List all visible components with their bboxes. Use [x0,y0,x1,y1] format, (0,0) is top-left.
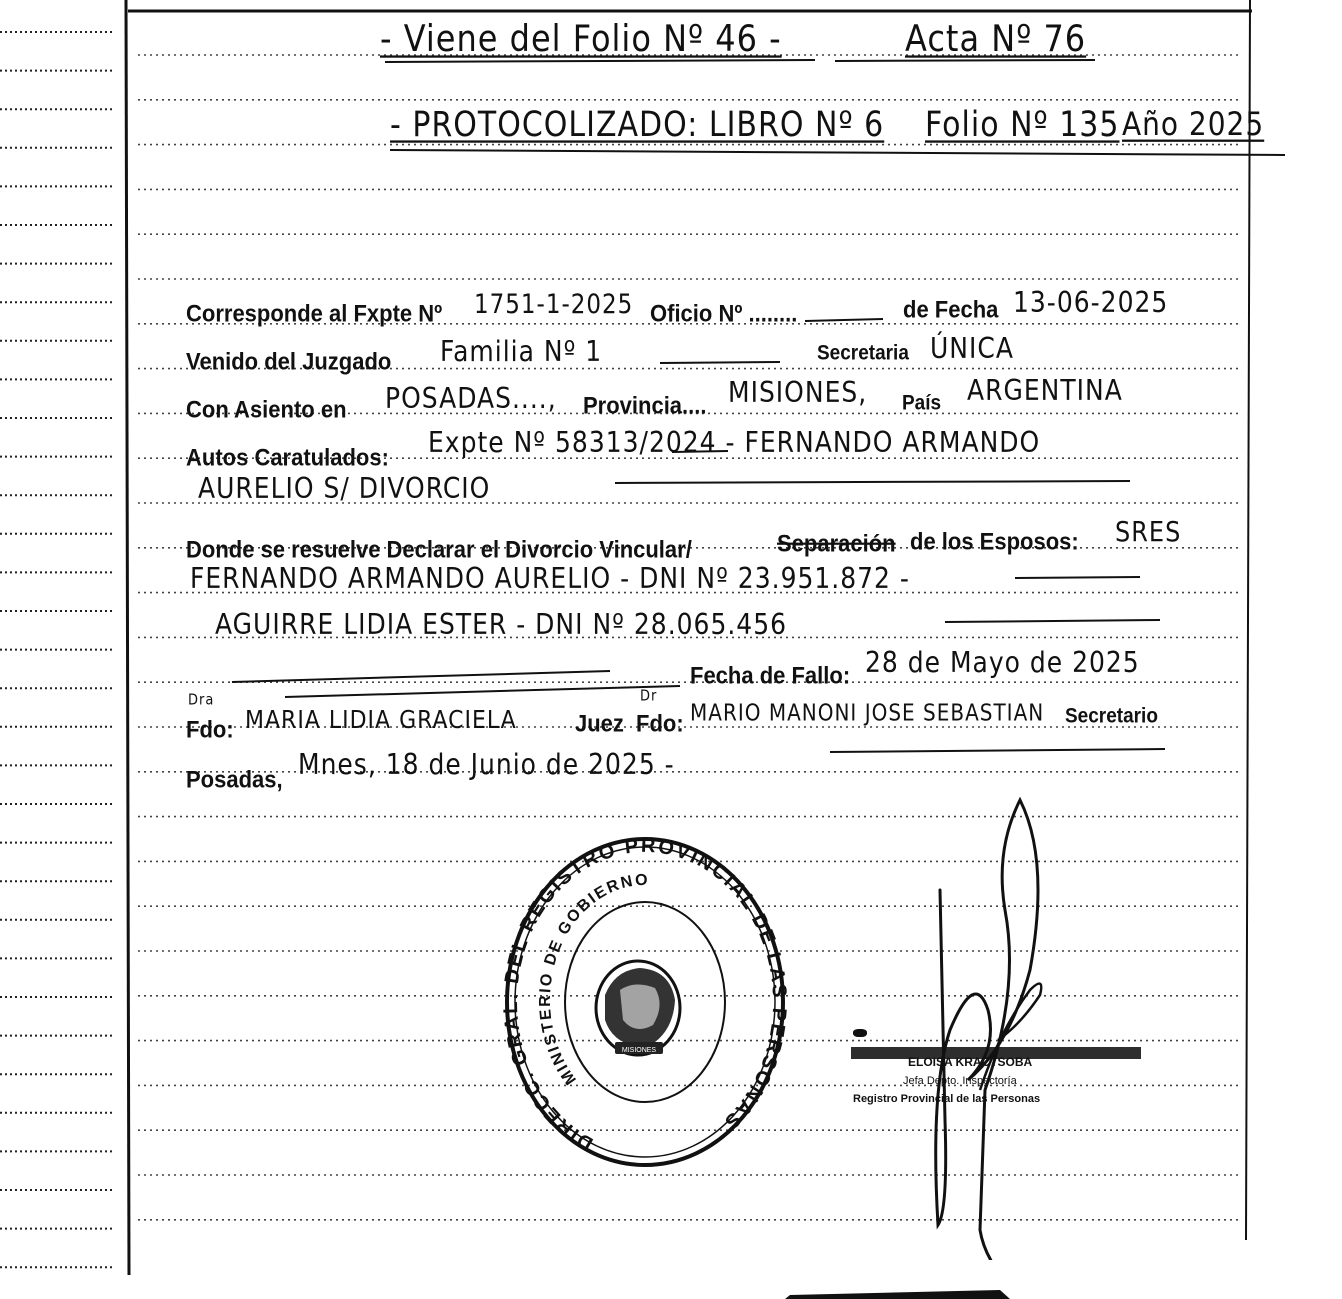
oficio-label: Oficio Nº ........ [650,299,798,327]
stamp-ink-mark [853,1029,867,1037]
seal-inner-text: MINISTERIO DE GOBIERNO [537,871,650,1088]
secretaria-value: ÚNICA [930,331,1014,365]
right-margin-line [1246,0,1250,1240]
juez-value: MARIA LIDIA GRACIELA [245,706,517,735]
esposos-label: de los Esposos: [910,527,1079,555]
header-protocolizado: - PROTOCOLIZADO: LIBRO Nº 6 [390,104,885,145]
fdo-2-label: Fdo: [636,709,684,737]
handwritten-signature [880,790,1180,1260]
fallo-label: Fecha de Fallo: [690,661,851,689]
fdo-prefix-dra: Dra [188,691,215,709]
provincia-value: MISIONES, [728,375,868,409]
margin-dotted-lines [0,32,112,1267]
stamp-name: ELOISA KRACTSOBA [908,1055,1033,1069]
exp-label: Corresponde al Fxpte Nº [186,299,443,327]
seal-emblem-icon [596,961,680,1055]
esposo-1: FERNANDO ARMANDO AURELIO - DNI Nº 23.951.872 - [190,561,910,595]
fecha-label: de Fecha [903,295,999,323]
stamp-title: Jefa Depto. Inspectoría [903,1075,1017,1087]
left-margin-line [126,0,129,1275]
venido-label: Venido del Juzgado [186,347,392,375]
autos-value-1: Expte Nº 58313/2024 - FERNANDO ARMANDO [428,425,1041,459]
exp-value: 1751-1-2025 [474,290,634,320]
provincia-label: Provincia.... [583,391,707,419]
header-ano: Año 2025 [1122,105,1265,143]
bottom-smudge [785,1290,1010,1299]
seal-emblem-label: MISIONES [621,1047,657,1054]
juez-label: Juez [575,709,624,737]
esposo-2: AGUIRRE LIDIA ESTER - DNI Nº 28.065.456 [215,607,788,641]
separacion-label: Separación [777,529,896,557]
asiento-label: Con Asiento en [186,395,347,423]
pais-label: País [902,391,942,415]
header-viene-folio: - Viene del Folio Nº 46 - [380,16,782,60]
posadas-value: Mnes, 18 de Junio de 2025 - [298,747,675,781]
stamp-office: Registro Provincial de las Personas [853,1093,1041,1105]
esposos-value: SRES [1115,515,1182,548]
posadas-label: Posadas, [186,765,283,793]
pais-value: ARGENTINA [967,373,1123,407]
seal-outer-text: DIRECC. GRAL. DEL REGISTRO PROVINCIAL DE LAS PERSONAS [499,834,791,1155]
header-acta: Acta Nº 76 [905,16,1087,60]
fallo-value: 28 de Mayo de 2025 [865,645,1140,679]
asiento-value: POSADAS...., [385,381,557,415]
header-folio: Folio Nº 135 [925,104,1120,145]
fdo-label: Fdo: [186,715,234,743]
fecha-value: 13-06-2025 [1013,285,1169,319]
donde-label: Donde se resuelve Declarar el Divorcio Vincular/ [186,535,692,563]
autos-label: Autos Caratulados: [186,443,389,471]
official-seal [495,820,795,1180]
secretaria-label: Secretaria [817,341,909,365]
autos-value-2: AURELIO S/ DIVORCIO [198,471,491,505]
fdo-prefix-dr: Dr [640,687,658,705]
venido-value: Familia Nº 1 [440,334,603,368]
secretario-label: Secretario [1065,704,1158,728]
secretario-value: MARIO MANONI JOSE SEBASTIAN [690,698,1045,726]
